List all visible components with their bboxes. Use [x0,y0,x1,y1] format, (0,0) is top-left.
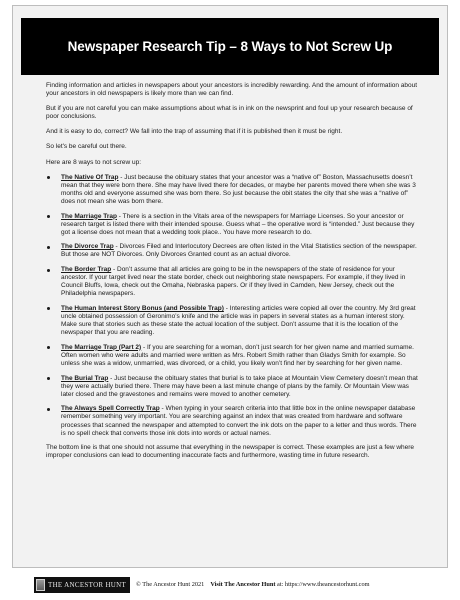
bullet-icon [47,246,50,249]
article-body [46,82,418,467]
page-title: Newspaper Research Tip – 8 Ways to Not Screw Up [67,39,393,54]
tip-title: The Border Trap [61,266,112,273]
footer [34,576,434,593]
logo-text: THE ANCESTOR HUNT [48,580,127,589]
list-item [46,375,418,399]
tip-text: - Divorces Filed and Interlocutory Decrees are often listed in the Vital Statistics section of the newspaper. But those are NOT Divorces. Only Divorces Granted count as an actual divorce. [61,243,417,259]
tip-text: - If you are searching for a woman, don’t just search for her given name and married surname. Often women who were adults and married were written as Mrs. Robert Smith rather than Gladys Smith for example. So unless she was a widow, unmarried, was divorced, or a child, you likely won’t find her by searching for her given name. [61,343,414,367]
tip-text: - When typing in your search criteria into that little box in the online newspaper database remember something very important. You are searching against an index that was created from hardware and software processes that scanned the newspaper and attempted to convert the ink dots on the paper to a letter and thus words. There is no spell check that converts those ink dots into words or actual names. [61,405,417,437]
tip-text: - Just because the obituary states that burial is to take place at Mountain View Cemetery doesn’t mean that they were actually buried there. There may have been a last minute change of plans by the family. Or Mountain View was later closed and the gravestones and remains were moved to another cemetery. [61,374,418,398]
bullet-icon [47,307,50,310]
list-item [46,405,418,437]
intro-paragraph: Finding information and articles in newspapers about your ancestors is incredibly rewarding. And the amount of information about your ancestors in old newspapers is likely more than we can find. [46,82,418,98]
bullet-icon [47,176,50,179]
tip-text: - There is a section in the Vitals area of the newspapers for Marriage Licenses. So your ancestor or research target is listed there with their intended spouse. Guess what – the operative word is “intended.” Just because they got a license does not mean that a wedding took place.. You have more research to do. [61,212,415,236]
closing-paragraph: The bottom line is that one should not assume that everything in the newspaper is correct. These examples are just a few where improper conclusions can lead to documenting inaccurate facts and furthermore, wasting time in future research. [46,444,415,460]
tip-title: The Marriage Trap [61,212,117,220]
tip-text: - Interesting articles were copied all over the country. My 3rd great uncle obtained possession of Geronimo’s knife and the article was in papers in several states as a human interest story. Make sure that stories such as these state the actual location of the subject. Don’t assume that it is the location of the newspaper that you are reading. [61,304,416,337]
bullet-icon [47,269,50,272]
tips-list [46,174,418,438]
tip-title: The Divorce Trap [61,243,114,251]
list-item [46,174,418,206]
tip-title: The Marriage Trap (Part 2) [61,343,142,351]
tip-title: The Native Of Trap [61,173,119,181]
intro-paragraph: And it is easy to do, correct? We fall into the trap of assuming that if it is published then it must be right. [46,128,343,136]
website-link[interactable]: at: https://www.theancestorhunt.com [277,581,370,588]
portrait-icon [36,579,45,591]
bullet-icon [47,377,50,380]
bullet-icon [47,408,50,411]
list-item [46,305,418,337]
tip-text: - Just because the obituary states that your ancestor was a “native of” Boston, Massachusetts doesn’t mean that they were born there. She may have lived there for decades, or maybe her parents moved there when she was 3 months old and everyone assumed she was born there. So just because the obit states the city that she was a “native of” does not mean she was born there. [61,173,416,205]
tip-text: - Don’t assume that all articles are going to be in the newspapers of the state of residence for your ancestor. If your target lived near the state border, check out neighboring state newspapers. For example, if they lived in Council Bluffs, Iowa, check out the Omaha, Nebraska papers. Or if they lived in Camden, New Jersey, check out the Philadelphia newspapers. [61,266,406,298]
tip-title: The Burial Trap [61,374,109,382]
intro-paragraph: But if you are not careful you can make assumptions about what is in ink on the newsprint and foul up your research because of poor conclusions. [46,105,413,121]
bullet-icon [47,215,50,218]
visit-text: Visit The Ancestor Hunt [210,581,276,588]
list-item [46,266,418,298]
title-banner [21,18,439,75]
list-item [46,344,418,368]
intro-paragraph: Here are 8 ways to not screw up: [46,158,142,166]
bullet-icon [47,346,50,349]
tip-title: The Human Interest Story Bonus (and Possible Trap) [61,304,224,312]
tip-title: The Always Spell Correctly Trap [61,405,160,413]
footer-credit [136,581,370,588]
list-item [46,213,418,237]
copyright-text: © The Ancestor Hunt 2021 [136,581,205,588]
list-item [46,243,418,259]
intro-paragraph: So let's be careful out there. [46,143,127,151]
ancestor-hunt-logo [34,577,130,593]
